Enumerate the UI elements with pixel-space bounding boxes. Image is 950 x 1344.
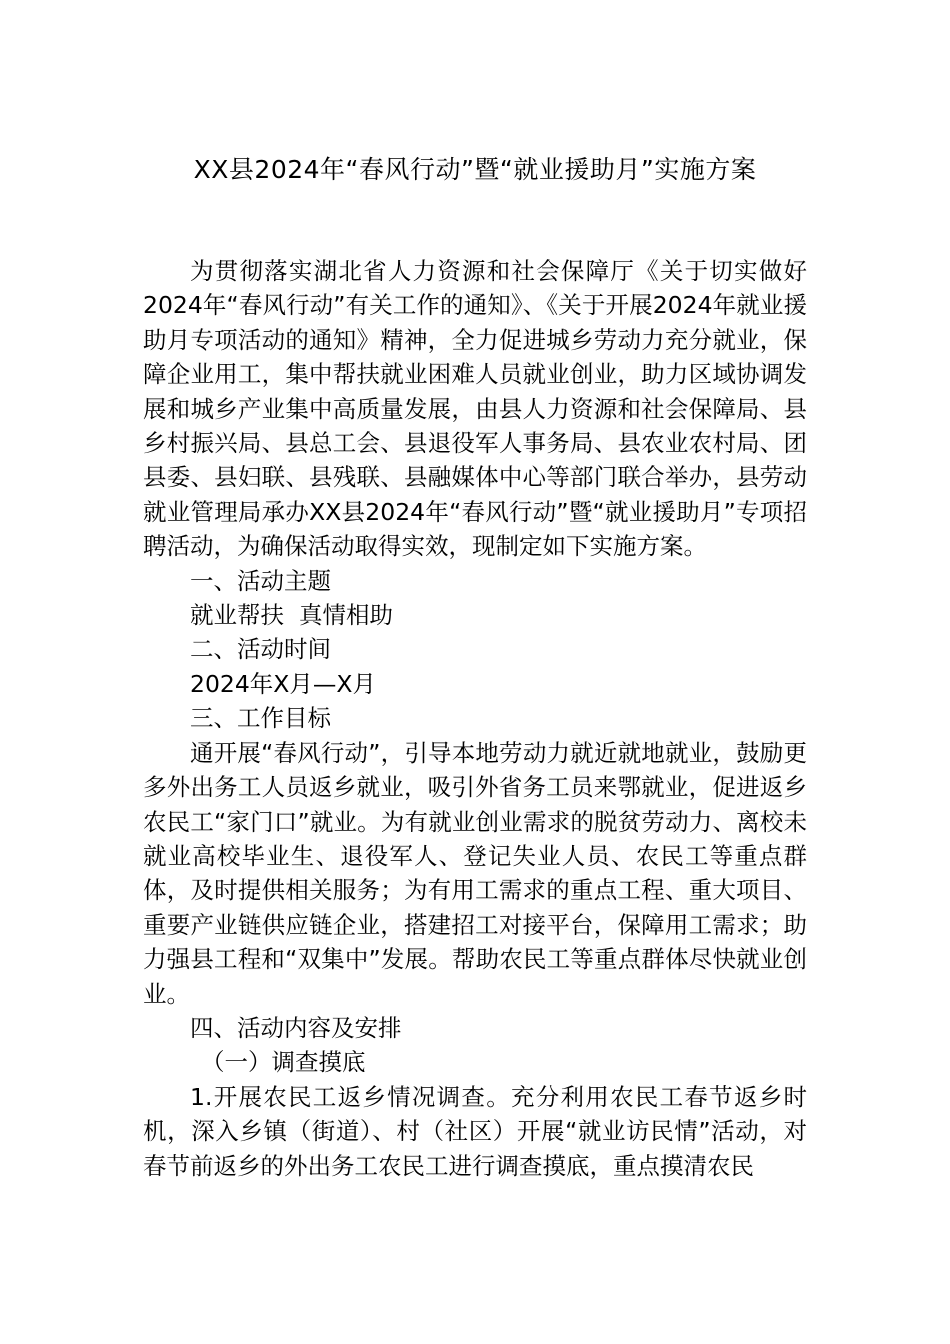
subsection-heading-survey: （一）调查摸底 (201, 1048, 366, 1077)
intro-paragraph: 为贯彻落实湖北省人力资源和社会保障厅《关于切实做好2024年“春风行动”有关工作的通知》、《关于开展2024年就业援助月专项活动的通知》精神，全力促进城乡劳动力充分就业，保障企业用工，集中帮扶就业困难人员就业创业，助力区域协调发展和城乡产业集中高质量发展，由县人力资源和社会保障局、县乡村振兴局、县总工会、县退役军人事务局、县农业农村局、团县委、县妇联、县残联、县融媒体中心等部门联合举办，县劳动就业管理局承办XX县2024年“春风行动”暨“就业援助月”专项招聘活动，为确保活动取得实效，现制定如下实施方案。 (143, 257, 807, 561)
section-heading-goals: 三、工作目标 (190, 704, 331, 733)
document-body (143, 254, 807, 1183)
section-heading-theme: 一、活动主题 (190, 566, 331, 595)
theme-text: 就业帮扶 真情相助 (190, 601, 393, 630)
survey-paragraph: 1.开展农民工返乡情况调查。充分利用农民工春节返乡时机，深入乡镇（街道）、村（社区）开展“就业访民情”活动，对春节前返乡的外出务工农民工进行调查摸底，重点摸清农民 (143, 1082, 807, 1180)
section-heading-content: 四、活动内容及安排 (190, 1013, 402, 1042)
goals-paragraph: 通开展“春风行动”，引导本地劳动力就近就地就业，鼓励更多外出务工人员返乡就业，吸引外省务工员来鄂就业，促进返乡农民工“家门口”就业。为有就业创业需求的脱贫劳动力、离校未就业高校毕业生、退役军人、登记失业人员、农民工等重点群体，及时提供相关服务；为有用工需求的重点工程、重大项目、重要产业链供应链企业，搭建招工对接平台，保障用工需求；助力强县工程和“双集中”发展。帮助农民工等重点群体尽快就业创业。 (143, 738, 807, 1008)
time-text: 2024年X月—X月 (190, 669, 377, 698)
document-title: XX县2024年“春风行动”暨“就业援助月”实施方案 (193, 155, 757, 184)
section-heading-time: 二、活动时间 (190, 635, 331, 664)
